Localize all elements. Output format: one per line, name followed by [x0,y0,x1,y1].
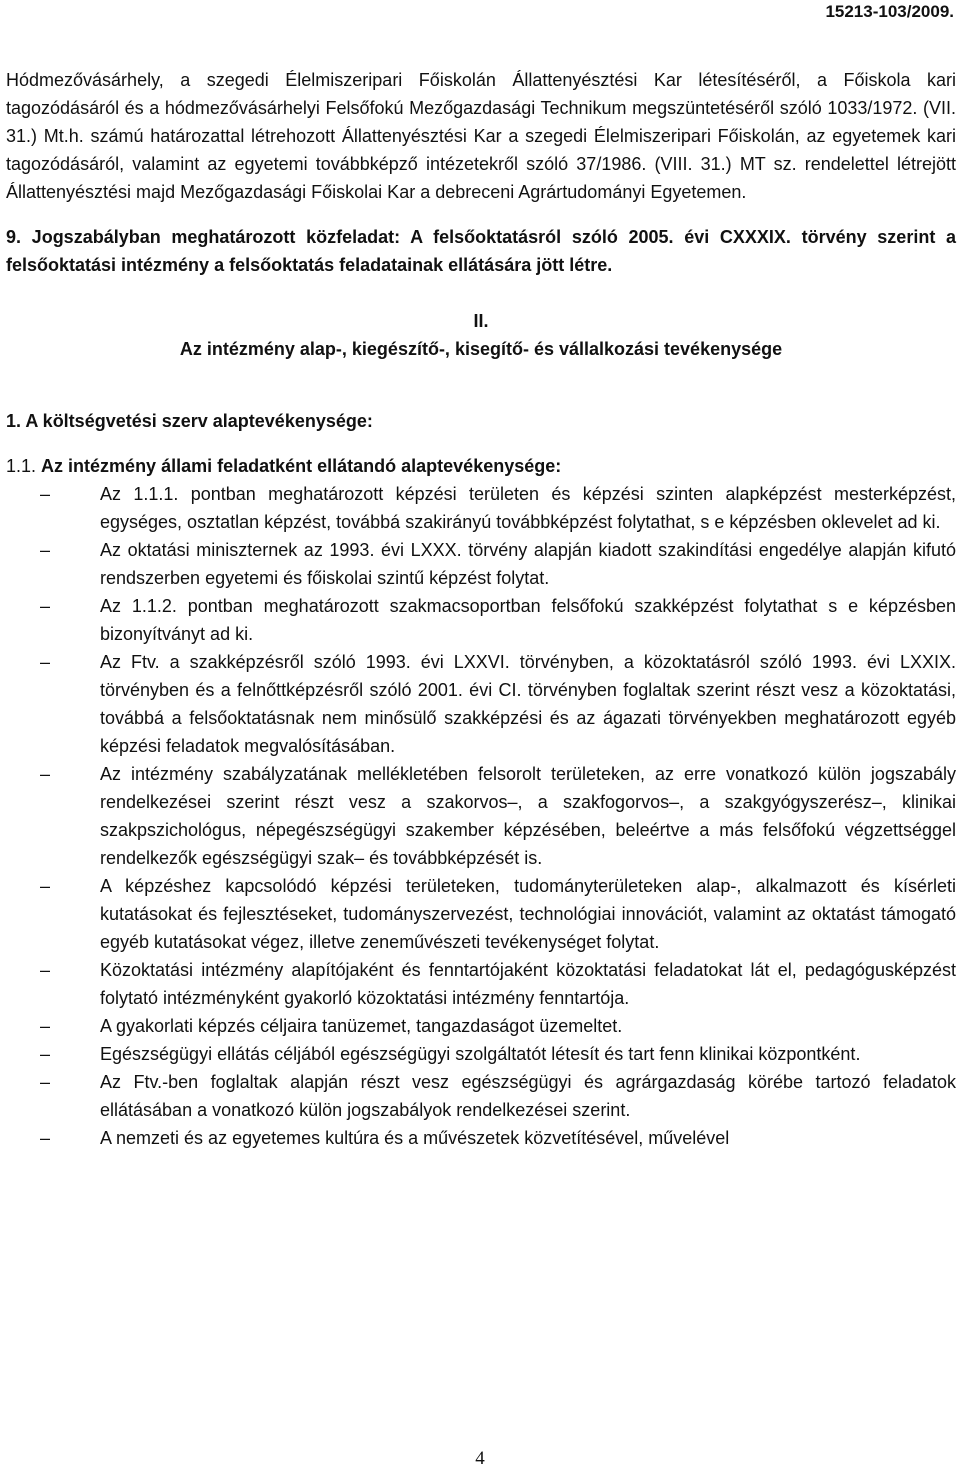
heading-title: Az intézmény állami feladatként ellátandó alaptevékenysége: [41,456,562,476]
heading-number: 1.1. [6,456,37,476]
list-item-text: A nemzeti és az egyetemes kultúra és a művészetek közvetítésével, művelével [100,1128,730,1148]
heading-basic-activity: 1. A költségvetési szerv alaptevékenysége: [6,411,373,431]
dash-bullet-icon: – [40,1128,51,1148]
list-item-text: A képzéshez kapcsolódó képzési területeken, tudományterületeken alap-, alkalmazott és kísérleti kutatásokat és fejlesztéseket, tudományszervezést, technológiai innovációt, valamint az oktatást támogató egyéb kutatásokat végez, illetve zeneművészeti tevékenységet folytat. [100,876,956,952]
dash-bullet-icon: – [40,1016,51,1036]
list-item-text: Az Ftv.-ben foglaltak alapján részt vesz egészségügyi és agrárgazdaság körébe tartozó feladatok ellátásában a vonatkozó külön jogszabályok rendelkezései szerint. [100,1072,956,1120]
list-item [6,536,956,592]
list-item-text: Közoktatási intézmény alapítójaként és fenntartójaként közoktatási feladatokat lát el, pedagógusképzést folytató intézményként gyakorló közoktatási intézmény fenntartója. [100,960,956,1008]
list-item [6,760,956,872]
section-number: II. [473,311,489,331]
list-item [6,956,956,1012]
page-number: 4 [475,1448,485,1469]
document-body [6,66,956,1152]
list-item-text: Az intézmény szabályzatának mellékletében felsorolt területeken, az erre vonatkozó külön jogszabály rendelkezései szerint részt vesz a szakorvos–, a szakfogorvos–, a szakgyógyszerész–, klinikai szakpszichológus, népegészségügyi szakember képzésében, beleértve a más felsőfokú végzettséggel rendelkezők egészségügyi szak– és továbbképzését is. [100,764,956,868]
dash-bullet-icon: – [40,1044,51,1064]
heading-state-task-activity [6,452,956,480]
dash-bullet-icon: – [40,484,51,504]
dash-bullet-icon: – [40,652,51,672]
list-item-text: Az 1.1.2. pontban meghatározott szakmacsoportban felsőfokú szakképzést folytathat s e képzésben bizonyítványt ad ki. [100,596,956,644]
dash-bullet-icon: – [40,1072,51,1092]
public-task-paragraph: 9. Jogszabályban meghatározott közfeladat: A felsőoktatásról szóló 2005. évi CXXXIX. törvény szerint a felsőoktatási intézmény a felsőoktatás feladatainak ellátására jött létre. [6,227,956,275]
list-item [6,872,956,956]
list-item [6,1012,956,1040]
list-item [6,648,956,760]
intro-paragraph: Hódmezővásárhely, a szegedi Élelmiszeripari Főiskolán Állattenyésztési Kar létesítéséről, a Főiskola kari tagozódásáról és a hódmezővásárhelyi Felsőfokú Mezőgazdasági Technikum megszüntetéséről szóló 1033/1972. (VII. 31.) Mt.h. számú határozattal létrehozott Állattenyésztési Kar a szegedi Élelmiszeripari Főiskolán, az egyetemek kari tagozódásáról, valamint az egyetemi továbbképző intézetekről szóló 37/1986. (VIII. 31.) MT sz. rendelettel létrejött Állattenyésztési majd Mezőgazdasági Főiskolai Kar a debreceni Agrártudományi Egyetemen. [6,70,956,202]
document-reference-number: 15213-103/2009. [825,2,954,21]
list-item-text: Egészségügyi ellátás céljából egészségügyi szolgáltatót létesít és tart fenn klinikai központként. [100,1044,861,1064]
dash-bullet-icon: – [40,876,51,896]
list-item-text: Az oktatási miniszternek az 1993. évi LXXX. törvény alapján kiadott szakindítási engedélye alapján kifutó rendszerben egyetemi és főiskolai szintű képzést folytat. [100,540,956,588]
dash-bullet-icon: – [40,540,51,560]
list-item [6,592,956,648]
dash-bullet-icon: – [40,960,51,980]
list-item-text: Az Ftv. a szakképzésről szóló 1993. évi LXXVI. törvényben, a közoktatásról szóló 1993. évi LXXIX. törvényben és a felnőttképzésről szóló 2001. évi CI. törvényben foglaltak szerint részt vesz a közoktatási, továbbá a felsőoktatásnak nem minősülő szakképzési és az ágazati törvényekben meghatározott egyéb képzési feladatok megvalósításában. [100,652,956,756]
list-item [6,1124,956,1152]
list-item-text: A gyakorlati képzés céljaira tanüzemet, tangazdaságot üzemeltet. [100,1016,623,1036]
dash-bullet-icon: – [40,596,51,616]
dash-bullet-icon: – [40,764,51,784]
list-item [6,1068,956,1124]
section-title: Az intézmény alap-, kiegészítő-, kisegítő- és vállalkozási tevékenysége [179,339,783,359]
list-item-text: Az 1.1.1. pontban meghatározott képzési területen és képzési szinten alapképzést mesterképzést, egységes, osztatlan képzést, továbbá szakirányú továbbképzést folytathat, s e képzésben oklevelet ad ki. [100,484,956,532]
list-item [6,1040,956,1068]
list-item [6,480,956,536]
activity-list [6,480,956,1152]
